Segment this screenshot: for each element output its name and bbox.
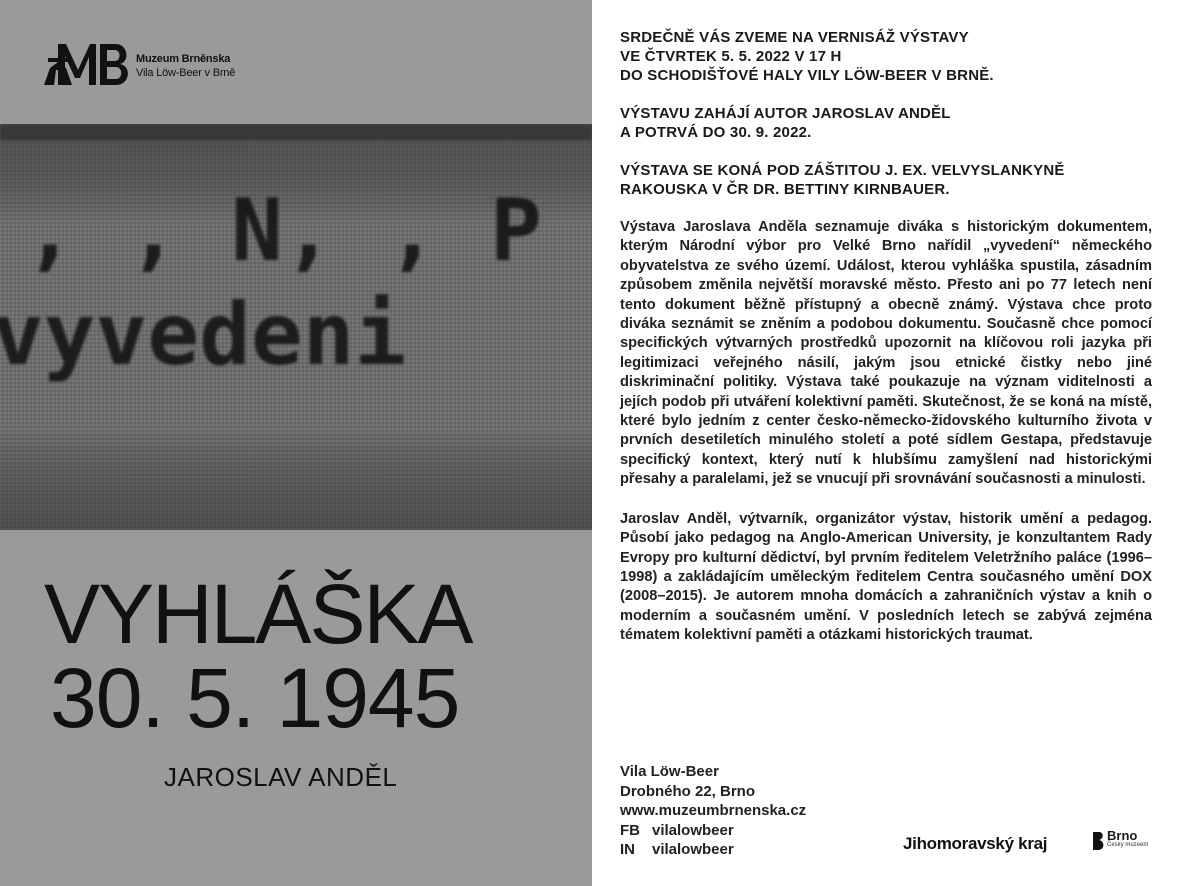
facebook-label: FB xyxy=(620,821,640,839)
exhibition-date: 30. 5. 1945 xyxy=(50,651,460,745)
venue-address: Drobného 22, Brno xyxy=(620,782,756,800)
exhibition-title: VYHLÁŠKA xyxy=(44,567,472,661)
villa-name: Vila Löw-Beer v Brně xyxy=(136,67,236,79)
brno-mark-icon xyxy=(1093,832,1105,850)
museum-logo[interactable] xyxy=(44,40,235,88)
contact-block xyxy=(620,762,806,860)
invitation-text: SRDEČNĚ VÁS ZVEME NA VERNISÁŽ VÝSTAVY VE ČTVRTEK 5. 5. 2022 V 17 H DO SCHODIŠŤOVÉ HALY VILY LÖW-BEER V BRNĚ. xyxy=(620,29,994,84)
author-name: JAROSLAV ANDĚL xyxy=(164,762,398,792)
website-link[interactable]: www.muzeumbrnenska.cz xyxy=(620,802,807,820)
jihomoravsky-kraj-logo[interactable]: Jihomoravský kraj xyxy=(903,834,1048,853)
mb-logo-icon xyxy=(44,40,132,88)
facebook-handle[interactable] xyxy=(620,821,806,841)
exhibition-title-block xyxy=(44,567,564,745)
right-panel xyxy=(620,28,1152,646)
instagram-handle[interactable] xyxy=(620,840,806,860)
instagram-label: IN xyxy=(620,841,635,859)
brno-logo[interactable] xyxy=(1093,830,1148,850)
venue-name: Vila Löw-Beer xyxy=(620,763,719,780)
exhibition-description: Výstava Jaroslava Anděla seznamuje diváka s historickým dokumentem, kterým Národní výbor pro Velké Brno nařídil „vyvedení“ německého obyvatelstva ze svého území. Událost, kterou vyhláška spustila, zásadním způsobem změnila největší moravské město. Přesto ani po 77 letech není tento dokument běžně přístupný a obecně známý. Výstava chce proto diváka seznámit se zněním a podobou dokumentu. Současně chce pomocí specifických výtvarných prostředků upozornit na klíčovou roli jazyka při legitimizaci veřejného násilí, jakým jsou etnické čistky nebo jiné diskriminační politiky. Výstava také poukazuje na význam viditelnosti a jejích podob při utváření kolektivní paměti. Skutečnost, že se koná na místě, které bylo jedním z center česko-německo-židovského kulturního života v prvních desetiletích minulého století a poté sídlem Gestapa, představuje specifický kontext, který nutí k hlubšímu zamyšlení nad historickými přesahy a paralelami, jež se vnucují při srovnávání současnosti a minulosti. xyxy=(620,219,1152,488)
patronage-text: VÝSTAVA SE KONÁ POD ZÁŠTITOU J. EX. VELVYSLANKYNĚ RAKOUSKA V ČR DR. BETTINY KIRNBAUER. xyxy=(620,162,1065,198)
opening-text: VÝSTAVU ZAHÁJÍ AUTOR JAROSLAV ANDĚL A POTRVÁ DO 30. 9. 2022. xyxy=(620,105,951,141)
brno-label: Brno xyxy=(1107,828,1138,843)
typewriter-photo xyxy=(0,124,592,530)
facebook-value: vilalowbeer xyxy=(652,821,734,839)
brno-sub-label: Česky muzeem xyxy=(1107,842,1149,848)
instagram-value: vilalowbeer xyxy=(652,841,734,859)
museum-name: Muzeum Brněnska xyxy=(136,53,231,65)
author-bio: Jaroslav Anděl, výtvarník, organizátor výstav, historik umění a pedagog. Působí jako pedagog na Anglo-American University, je konzultantem Rady Evropy pro kulturní dědictví, byl prvním ředitelem Veletržního paláce (1996–1998) a zakládajícím uměleckým ředitelem Centra současného umění DOX (2008–2015). Je autorem mnoha domácích a zahraničních výstav a knih o moderním a současném umění. V posledních letech se zabývá zejména tématem kolektivní paměti a otázkami historických traumat. xyxy=(620,510,1152,644)
